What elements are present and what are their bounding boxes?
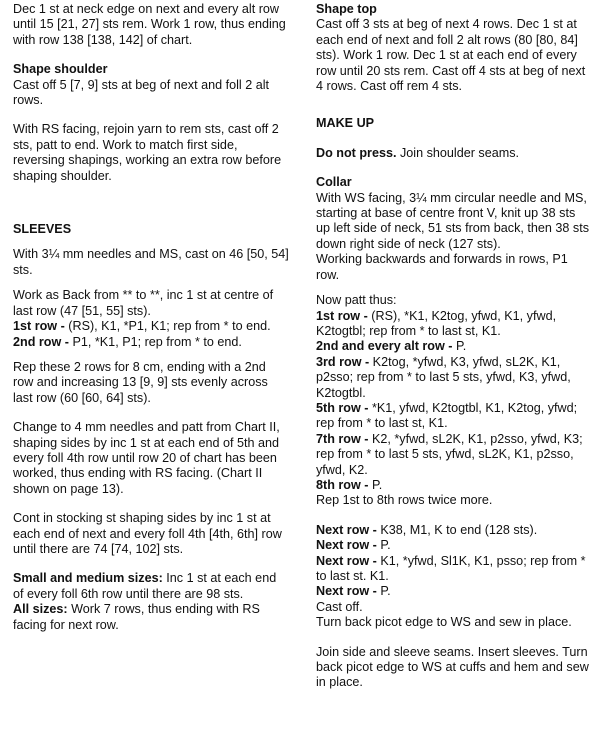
collar-row-2-label: 2nd and every alt row - [316, 339, 453, 354]
row-1-instruction [13, 319, 289, 334]
row-1-text: (RS), K1, *P1, K1; rep from * to end. [64, 319, 271, 334]
left-column [13, 2, 289, 633]
collar-row-5 [316, 401, 590, 432]
next-row-2-text: P. [376, 538, 391, 553]
work-as-back-paragraph: Work as Back from ** to **, inc 1 st at centre of last row (47 [51, 55] sts). [13, 288, 274, 318]
collar-row-7-text: K2, *yfwd, sL2K, K1, p2sso, yfwd, K3; rep from * to last 5 sts, yfwd, sL2K, K1, p2sso, yfwd, K2. [316, 431, 583, 477]
next-row-1-text: K38, M1, K to end (128 sts). [376, 522, 538, 537]
sleeves-cast-on-paragraph: With 3¼ mm needles and MS, cast on 46 [50, 54] sts. [13, 247, 289, 277]
collar-knit-up-paragraph: With WS facing, 3¼ mm circular needle and MS, starting at base of centre front V, knit up 38 sts up left side of neck, 51 sts from back, then 38 sts down right side of neck (127 sts). [316, 190, 590, 251]
final-make-up-paragraph: Join side and sleeve seams. Insert sleeves. Turn back picot edge to WS at cuffs and hem and sew in place. [316, 644, 589, 690]
collar-p1-row-paragraph: Working backwards and forwards in rows, P1 row. [316, 252, 568, 282]
row-1-label: 1st row - [13, 319, 65, 334]
next-row-1 [316, 523, 590, 538]
do-not-press-label: Do not press. [316, 145, 397, 160]
rejoin-yarn-paragraph: With RS facing, rejoin yarn to rem sts, cast off 2 sts, patt to end. Work to match first side, reversing shapings, working an extra row before shaping shoulder. [13, 122, 282, 183]
neck-shaping-paragraph: Dec 1 st at neck edge on next and every alt row until 15 [21, 27] sts rem. Work 1 row, thus ending with row 138 [138, 142] of chart. [13, 2, 286, 47]
next-row-4-text: P. [376, 584, 391, 599]
next-row-3 [316, 554, 590, 585]
all-sizes-paragraph [13, 602, 289, 633]
collar-heading: Collar [316, 175, 352, 190]
rep-rows-paragraph: Rep these 2 rows for 8 cm, ending with a 2nd row and increasing 13 [9, 9] sts evenly across last row (60 [60, 64] sts). [13, 359, 268, 405]
cast-off-text: Cast off. [316, 599, 363, 614]
shape-shoulder-heading: Shape shoulder [13, 62, 108, 77]
shape-top-heading: Shape top [316, 2, 377, 16]
next-row-4-label: Next row - [316, 584, 377, 599]
picot-edge-paragraph: Turn back picot edge to WS and sew in place. [316, 615, 572, 630]
shape-shoulder-paragraph: Cast off 5 [7, 9] sts at beg of next and foll 2 alt rows. [13, 77, 269, 108]
next-row-4 [316, 584, 590, 599]
make-up-heading: MAKE UP [316, 116, 375, 131]
all-sizes-text: Work 7 rows, thus ending with RS facing for next row. [13, 602, 260, 632]
collar-row-3-text: K2tog, *yfwd, K3, yfwd, sL2K, K1, p2sso; rep from * to last 5 sts, yfwd, K3, yfwd, K2togtbl. [316, 354, 571, 400]
now-patt-thus: Now patt thus: [316, 293, 397, 308]
do-not-press-text: Join shoulder seams. [396, 145, 519, 160]
row-2-text: P1, *K1, P1; rep from * to end. [68, 334, 242, 349]
do-not-press-paragraph [316, 146, 590, 161]
collar-row-8 [316, 478, 590, 493]
collar-row-3-label: 3rd row - [316, 354, 370, 369]
next-row-2 [316, 538, 590, 553]
collar-row-7-label: 7th row - [316, 431, 369, 446]
collar-row-5-text: *K1, yfwd, K2togtbl, K1, K2tog, yfwd; rep from * to last st, K1. [316, 400, 578, 431]
sleeves-heading: SLEEVES [13, 222, 72, 237]
next-row-2-label: Next row - [316, 538, 377, 553]
next-row-1-label: Next row - [316, 522, 377, 537]
collar-row-2-text: P. [452, 339, 467, 354]
small-medium-text: Inc 1 st at each end of every foll 6th row until there are 98 sts. [13, 571, 277, 601]
collar-row-5-label: 5th row - [316, 400, 369, 415]
chart-ii-paragraph: Change to 4 mm needles and patt from Chart II, shaping sides by inc 1 st at each end of 5th and every foll 4th row until row 20 of chart has been worked, thus ending with RS facing. (Chart II shown on page 13). [13, 420, 280, 496]
small-medium-sizes-paragraph [13, 571, 289, 602]
next-row-3-text: K1, *yfwd, Sl1K, K1, psso; rep from * to last st. K1. [316, 553, 586, 583]
collar-row-8-label: 8th row - [316, 477, 369, 492]
collar-row-1 [316, 309, 590, 340]
small-medium-label: Small and medium sizes: [13, 571, 163, 586]
collar-row-1-label: 1st row - [316, 308, 368, 323]
shape-top-paragraph: Cast off 3 sts at beg of next 4 rows. Dec 1 st at each end of next and foll 2 alt rows (80 [80, 84] sts). Work 1 row. Dec 1 st at each end of every row until 20 sts rem. Cast off 4 sts at beg of next 4 rows. Cast off rem 4 sts. [316, 17, 586, 94]
collar-row-1-text: (RS), *K1, K2tog, yfwd, K1, yfwd, K2togtbl; rep from * to last st, K1. [316, 308, 557, 338]
row-2-instruction [13, 335, 289, 350]
right-column [316, 2, 590, 691]
row-2-label: 2nd row - [13, 334, 69, 349]
all-sizes-label: All sizes: [13, 602, 68, 617]
collar-row-7 [316, 432, 590, 478]
next-row-3-label: Next row - [316, 553, 377, 568]
collar-row-8-text: P. [368, 477, 383, 492]
collar-row-3 [316, 355, 590, 401]
stocking-st-paragraph: Cont in stocking st shaping sides by inc 1 st at each end of next and every foll 4th [4th, 6th] row until there are 74 [74, 102] sts. [13, 511, 282, 556]
collar-repeat-text: Rep 1st to 8th rows twice more. [316, 493, 493, 508]
collar-row-2 [316, 339, 590, 354]
